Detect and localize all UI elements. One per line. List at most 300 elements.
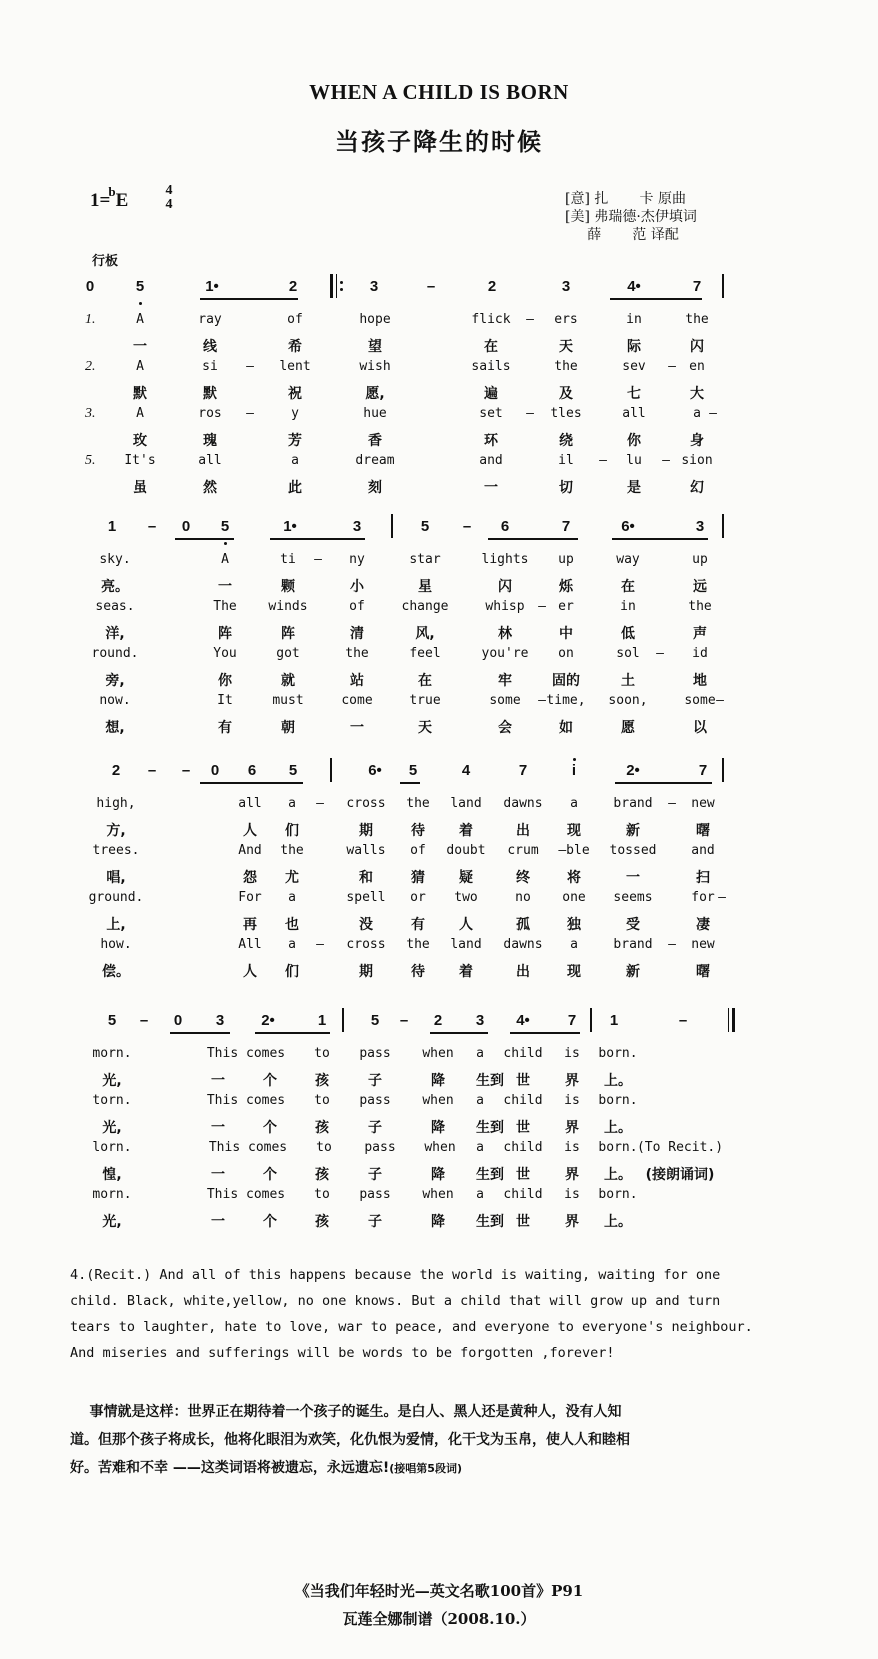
lyric-char: 在 bbox=[418, 673, 432, 689]
lyric-word: new bbox=[691, 937, 715, 952]
lyric-char: 疑 bbox=[459, 870, 473, 886]
lyric-char: 孩 bbox=[315, 1073, 329, 1089]
lyric-char: 偿。 bbox=[102, 964, 130, 980]
lyric-word: and bbox=[479, 453, 503, 468]
lyric-char: 人 bbox=[243, 823, 257, 839]
lyric-char: 远 bbox=[693, 579, 707, 595]
lyric-char: 方, bbox=[106, 823, 126, 839]
lyric-word: the bbox=[554, 359, 578, 374]
lyric-char: 及 bbox=[559, 386, 573, 402]
lyric-zh-row bbox=[0, 336, 878, 358]
verse-number: 1. bbox=[85, 312, 96, 327]
lyric-word: up bbox=[558, 552, 574, 567]
lyric-char: 地 bbox=[693, 673, 707, 689]
lyric-word: – bbox=[716, 693, 724, 708]
lyric-char: 绕 bbox=[559, 433, 573, 449]
notes-row bbox=[0, 762, 878, 784]
lyric-word: – bbox=[668, 359, 676, 374]
lyric-char: 你 bbox=[627, 433, 641, 449]
lyric-char: 在 bbox=[484, 339, 498, 355]
lyric-char: 烁 bbox=[559, 579, 573, 595]
lyric-en-row bbox=[0, 646, 878, 668]
lyric-word: the bbox=[685, 312, 709, 327]
lyric-word: er bbox=[558, 599, 574, 614]
lyric-en-row bbox=[0, 843, 878, 865]
lyric-char: 一 bbox=[218, 579, 232, 595]
note: 6• bbox=[621, 518, 635, 535]
lyric-word: when bbox=[422, 1187, 454, 1202]
lyric-word: on bbox=[558, 646, 574, 661]
lyric-word: lights bbox=[481, 552, 529, 567]
lyric-char: 阵 bbox=[281, 626, 295, 642]
lyric-word: a bbox=[476, 1046, 484, 1061]
lyric-word: to bbox=[314, 1046, 330, 1061]
lyric-char: 一 bbox=[484, 480, 498, 496]
notes-row bbox=[0, 518, 878, 540]
note: – bbox=[147, 762, 157, 779]
lyric-word: got bbox=[276, 646, 300, 661]
recit-zh-line: 事情就是这样：世界正在期待着一个孩子的诞生。是白人、黑人还是黄种人，没有人知 bbox=[70, 1404, 622, 1420]
lyric-char: 界 bbox=[565, 1120, 579, 1136]
lyric-char: 虽 bbox=[133, 480, 147, 496]
lyric-word: y bbox=[291, 406, 299, 421]
lyric-zh-row bbox=[0, 477, 878, 499]
lyric-word: lorn. bbox=[92, 1140, 132, 1155]
lyric-word: land bbox=[450, 937, 482, 952]
lyric-char: 生到 bbox=[476, 1120, 504, 1136]
lyric-word: is bbox=[564, 1046, 580, 1061]
lyric-char: 一 bbox=[626, 870, 640, 886]
credit-translator: 薛 范 译配 bbox=[565, 227, 679, 243]
lyric-char: 没 bbox=[359, 917, 373, 933]
beam-underline bbox=[170, 1032, 230, 1034]
lyric-char: 界 bbox=[565, 1214, 579, 1230]
lyric-word: dawns bbox=[503, 937, 543, 952]
note: 3 bbox=[695, 518, 705, 535]
lyric-char: 希 bbox=[288, 339, 302, 355]
lyric-word: id bbox=[692, 646, 708, 661]
lyric-char: 新 bbox=[626, 823, 640, 839]
lyric-char: 惶, bbox=[102, 1167, 122, 1183]
lyric-char: 小 bbox=[350, 579, 364, 595]
lyric-word: born. bbox=[598, 1046, 638, 1061]
time-top: 4 bbox=[165, 183, 173, 198]
lyric-word: – bbox=[246, 406, 254, 421]
lyric-zh-row bbox=[0, 820, 878, 842]
lyric-zh-row bbox=[0, 670, 878, 692]
lyric-char: 闪 bbox=[690, 339, 704, 355]
lyric-word: – bbox=[526, 406, 534, 421]
lyric-word: wish bbox=[359, 359, 391, 374]
lyric-word: cross bbox=[346, 937, 386, 952]
lyric-word: ers bbox=[554, 312, 578, 327]
lyric-word: a bbox=[693, 406, 701, 421]
barline bbox=[330, 758, 332, 782]
lyric-en-row bbox=[0, 359, 878, 381]
lyric-char: 身 bbox=[690, 433, 704, 449]
lyric-char: 风, bbox=[415, 626, 435, 642]
lyric-word: two bbox=[454, 890, 478, 905]
lyric-char: 你 bbox=[218, 673, 232, 689]
lyric-char: 幻 bbox=[690, 480, 704, 496]
lyric-word: a bbox=[291, 453, 299, 468]
final-barline-thin bbox=[728, 1008, 729, 1032]
lyric-word: and bbox=[691, 843, 715, 858]
lyric-word: is bbox=[564, 1140, 580, 1155]
lyric-char: 切 bbox=[559, 480, 573, 496]
lyric-char: 林 bbox=[498, 626, 512, 642]
recitation-chinese bbox=[70, 1398, 800, 1483]
lyric-word: lent bbox=[279, 359, 311, 374]
time-signature bbox=[163, 184, 175, 212]
beam-underline bbox=[615, 782, 712, 784]
note: 2 bbox=[288, 278, 298, 295]
lyric-word: of bbox=[410, 843, 426, 858]
lyric-word: A bbox=[136, 359, 144, 374]
lyric-word: The bbox=[213, 599, 237, 614]
lyric-word: sky. bbox=[99, 552, 131, 567]
lyric-word: For bbox=[238, 890, 262, 905]
lyric-word: when bbox=[422, 1046, 454, 1061]
lyric-char: 上。 bbox=[604, 1214, 632, 1230]
lyric-word: dream bbox=[355, 453, 395, 468]
lyric-en-row bbox=[0, 1046, 878, 1068]
lyric-word: in bbox=[620, 599, 636, 614]
recit-line: 4.(Recit.) And all of this happens because the world is waiting, waiting for one bbox=[70, 1267, 721, 1283]
lyric-char: 亮。 bbox=[101, 579, 129, 595]
lyric-word: winds bbox=[268, 599, 308, 614]
lyric-char: 受 bbox=[626, 917, 640, 933]
lyric-word: – bbox=[668, 937, 676, 952]
note: i bbox=[571, 762, 577, 779]
lyric-en-row bbox=[0, 1093, 878, 1115]
note: 5 bbox=[288, 762, 298, 779]
lyric-word: brand bbox=[613, 796, 653, 811]
lyric-word: up bbox=[692, 552, 708, 567]
lyric-word: (To Recit.) bbox=[636, 1140, 724, 1155]
octave-dot-below bbox=[139, 302, 142, 305]
lyric-char: 生到 bbox=[476, 1073, 504, 1089]
beam-underline bbox=[430, 1032, 488, 1034]
note: 1 bbox=[609, 1012, 619, 1029]
lyric-char: 子 bbox=[368, 1167, 382, 1183]
lyric-char: 生到 bbox=[476, 1167, 504, 1183]
lyric-word: now. bbox=[99, 693, 131, 708]
lyric-word: of bbox=[349, 599, 365, 614]
lyric-char: 是 bbox=[627, 480, 641, 496]
lyric-word: soon, bbox=[608, 693, 648, 708]
lyric-zh-row bbox=[0, 1117, 878, 1139]
lyric-char: 有 bbox=[411, 917, 425, 933]
lyric-word: hue bbox=[363, 406, 387, 421]
lyric-char: 界 bbox=[565, 1073, 579, 1089]
note: 1• bbox=[205, 278, 219, 295]
barline bbox=[342, 1008, 344, 1032]
lyric-char: 刻 bbox=[368, 480, 382, 496]
repeat-dot bbox=[340, 288, 343, 291]
lyric-word: time, bbox=[546, 693, 586, 708]
lyric-word: – bbox=[718, 890, 726, 905]
lyric-word: tossed bbox=[609, 843, 657, 858]
lyric-zh-row bbox=[0, 383, 878, 405]
beam-underline bbox=[270, 538, 365, 540]
note: 3 bbox=[215, 1012, 225, 1029]
note: 0 bbox=[173, 1012, 183, 1029]
lyric-char: 有 bbox=[218, 720, 232, 736]
credits bbox=[565, 190, 697, 244]
beam-underline bbox=[175, 538, 234, 540]
lyric-word: crum bbox=[507, 843, 539, 858]
lyric-char: 一 bbox=[133, 339, 147, 355]
lyric-word: This comes bbox=[206, 1093, 286, 1108]
lyric-char: 旁, bbox=[105, 673, 125, 689]
note: 0 bbox=[85, 278, 95, 295]
lyric-char: 中 bbox=[559, 626, 573, 642]
lyric-char: 个 bbox=[263, 1167, 277, 1183]
lyric-word: to bbox=[314, 1187, 330, 1202]
note: 3 bbox=[369, 278, 379, 295]
note: 1 bbox=[317, 1012, 327, 1029]
verse-number: 3. bbox=[85, 406, 96, 421]
lyric-word: child bbox=[503, 1046, 543, 1061]
tempo-marking: 行板 bbox=[92, 254, 119, 269]
lyric-word: way bbox=[616, 552, 640, 567]
lyric-char: 洋, bbox=[105, 626, 125, 642]
repeat-dot bbox=[340, 281, 343, 284]
lyric-word: new bbox=[691, 796, 715, 811]
lyric-word: – bbox=[599, 453, 607, 468]
note: 7 bbox=[698, 762, 708, 779]
lyric-word: brand bbox=[613, 937, 653, 952]
lyric-zh-row bbox=[0, 961, 878, 983]
lyric-char: 们 bbox=[285, 823, 299, 839]
lyric-char: 站 bbox=[350, 673, 364, 689]
lyric-char: 低 bbox=[621, 626, 635, 642]
lyric-word: round. bbox=[91, 646, 139, 661]
note: 6 bbox=[500, 518, 510, 535]
lyric-char: 默 bbox=[133, 386, 147, 402]
lyric-char: 们 bbox=[285, 964, 299, 980]
lyric-char: 上。 bbox=[604, 1073, 632, 1089]
lyric-word: sev bbox=[622, 359, 646, 374]
octave-dot-below bbox=[224, 542, 227, 545]
lyric-char: 待 bbox=[411, 964, 425, 980]
note: – bbox=[462, 518, 472, 535]
lyric-word: when bbox=[422, 1093, 454, 1108]
lyric-char: 一 bbox=[211, 1167, 225, 1183]
lyric-word: set bbox=[479, 406, 503, 421]
lyric-char: 会 bbox=[498, 720, 512, 736]
beam-underline bbox=[612, 538, 708, 540]
lyric-char: 香 bbox=[368, 433, 382, 449]
lyric-char: 期 bbox=[359, 964, 373, 980]
lyric-word: a bbox=[476, 1187, 484, 1202]
lyric-en-row bbox=[0, 796, 878, 818]
lyric-word: ti bbox=[280, 552, 296, 567]
lyric-word: all bbox=[198, 453, 222, 468]
title-chinese: 当孩子降生的时候 bbox=[335, 128, 543, 156]
lyric-word: a bbox=[288, 937, 296, 952]
lyric-char: 界 bbox=[565, 1167, 579, 1183]
note: 1 bbox=[107, 518, 117, 535]
lyric-word: star bbox=[409, 552, 441, 567]
beam-underline bbox=[510, 1032, 580, 1034]
beam-underline bbox=[400, 782, 420, 784]
recit-line: tears to laughter, hate to love, war to peace, and everyone to everyone's neighbour. bbox=[70, 1319, 753, 1335]
lyric-word: – bbox=[662, 453, 670, 468]
lyric-char: 出 bbox=[516, 964, 530, 980]
lyric-word: dawns bbox=[503, 796, 543, 811]
lyric-char: 芳 bbox=[288, 433, 302, 449]
lyric-word: – bbox=[316, 796, 324, 811]
lyric-char: 独 bbox=[567, 917, 581, 933]
note: 3 bbox=[561, 278, 571, 295]
lyric-char: 终 bbox=[516, 870, 530, 886]
note: 5 bbox=[370, 1012, 380, 1029]
lyric-char: 再 bbox=[243, 917, 257, 933]
lyric-word: – bbox=[316, 937, 324, 952]
lyric-char: 祝 bbox=[288, 386, 302, 402]
lyric-word: flick bbox=[471, 312, 511, 327]
note: 2 bbox=[433, 1012, 443, 1029]
lyric-char: 世 bbox=[516, 1073, 530, 1089]
notes-row bbox=[0, 1012, 878, 1034]
note: 7 bbox=[567, 1012, 577, 1029]
lyric-char: 扫 bbox=[696, 870, 710, 886]
beam-underline bbox=[200, 782, 303, 784]
lyric-word: when bbox=[424, 1140, 456, 1155]
lyric-char: 天 bbox=[418, 720, 432, 736]
lyric-char: 个 bbox=[263, 1073, 277, 1089]
recit-zh-line: 好。苦难和不幸 ——这类词语将被遗忘，永远遗忘! bbox=[70, 1460, 390, 1476]
note: 5 bbox=[408, 762, 418, 779]
lyric-word: born. bbox=[598, 1140, 638, 1155]
recit-line: child. Black, white,yellow, no one knows. But a child that will grow up and turn bbox=[70, 1293, 721, 1309]
lyric-char: 降 bbox=[431, 1167, 445, 1183]
lyric-word: must bbox=[272, 693, 304, 708]
credit-composer: [意] 扎 卡 原曲 bbox=[565, 191, 686, 207]
lyric-char: 现 bbox=[567, 964, 581, 980]
lyric-word: of bbox=[287, 312, 303, 327]
key-note: E bbox=[115, 190, 129, 211]
lyric-word: child bbox=[503, 1093, 543, 1108]
notes-row bbox=[0, 278, 878, 300]
lyric-word: pass bbox=[359, 1093, 391, 1108]
note: 0 bbox=[181, 518, 191, 535]
recit-zh-note: (接唱第5段词) bbox=[389, 1462, 462, 1475]
lyric-word: child bbox=[503, 1187, 543, 1202]
lyric-en-row bbox=[0, 406, 878, 428]
lyric-word: sion bbox=[681, 453, 713, 468]
lyric-word: born. bbox=[598, 1187, 638, 1202]
lyric-char: 孩 bbox=[315, 1214, 329, 1230]
lyric-word: sol bbox=[616, 646, 640, 661]
lyric-char: 世 bbox=[516, 1167, 530, 1183]
lyric-word: – bbox=[246, 359, 254, 374]
recit-line: And miseries and sufferings will be words to be forgotten ,forever! bbox=[70, 1345, 615, 1361]
lyric-word: a bbox=[476, 1140, 484, 1155]
note: – bbox=[139, 1012, 149, 1029]
note: 6 bbox=[247, 762, 257, 779]
note: 5 bbox=[420, 518, 430, 535]
lyric-char: 声 bbox=[693, 626, 707, 642]
lyric-char: 星 bbox=[418, 579, 432, 595]
lyric-char: 清 bbox=[350, 626, 364, 642]
credit-lyricist: [美] 弗瑞德·杰伊填词 bbox=[565, 209, 697, 225]
note: – bbox=[181, 762, 191, 779]
lyric-zh-row bbox=[0, 1211, 878, 1233]
lyric-char: 也 bbox=[285, 917, 299, 933]
lyric-word: This comes bbox=[208, 1140, 288, 1155]
lyric-en-row bbox=[0, 312, 878, 334]
lyric-char: 上。 bbox=[604, 1120, 632, 1136]
lyric-word: A bbox=[136, 312, 144, 327]
footer-source: 《当我们年轻时光—英文名歌100首》P91 bbox=[294, 1582, 584, 1600]
lyric-char: 七 bbox=[627, 386, 641, 402]
note: 2 bbox=[111, 762, 121, 779]
lyric-zh-row bbox=[0, 914, 878, 936]
lyric-char: 怨 bbox=[243, 870, 257, 886]
lyric-word: It bbox=[217, 693, 233, 708]
lyric-word: You bbox=[213, 646, 237, 661]
barline bbox=[722, 514, 724, 538]
lyric-word: a bbox=[288, 890, 296, 905]
lyric-word: walls bbox=[346, 843, 386, 858]
lyric-char: 孩 bbox=[315, 1120, 329, 1136]
lyric-word: morn. bbox=[92, 1046, 132, 1061]
lyric-en-row bbox=[0, 693, 878, 715]
lyric-char: 唱, bbox=[106, 870, 126, 886]
lyric-en-row bbox=[0, 453, 878, 475]
recit-zh-line: 道。但那个孩子将成长，他将化眼泪为欢笑，化仇恨为爱情，化干戈为玉帛，使人人和睦相 bbox=[70, 1432, 630, 1448]
lyric-word: no bbox=[515, 890, 531, 905]
lyric-char: 子 bbox=[368, 1073, 382, 1089]
lyric-char: 瑰 bbox=[203, 433, 217, 449]
lyric-word: the bbox=[345, 646, 369, 661]
lyric-word: to bbox=[314, 1093, 330, 1108]
repeat-barline bbox=[330, 274, 333, 298]
lyric-char: (接朗诵词) bbox=[645, 1167, 715, 1183]
lyric-word: doubt bbox=[446, 843, 486, 858]
lyric-word: pass bbox=[359, 1187, 391, 1202]
barline bbox=[722, 758, 724, 782]
lyric-char: 待 bbox=[411, 823, 425, 839]
lyric-char: 个 bbox=[263, 1214, 277, 1230]
lyric-word: for bbox=[691, 890, 715, 905]
lyric-zh-row bbox=[0, 1164, 878, 1186]
lyric-word: pass bbox=[364, 1140, 396, 1155]
beam-underline bbox=[488, 538, 578, 540]
verse-number: 5. bbox=[85, 453, 96, 468]
lyric-word: pass bbox=[359, 1046, 391, 1061]
lyric-word: true bbox=[409, 693, 441, 708]
lyric-word: – bbox=[526, 312, 534, 327]
lyric-char: 颗 bbox=[281, 579, 295, 595]
lyric-word: trees. bbox=[92, 843, 140, 858]
lyric-char: 愿, bbox=[365, 386, 385, 402]
lyric-zh-row bbox=[0, 623, 878, 645]
note: 7 bbox=[561, 518, 571, 535]
lyric-char: 一 bbox=[350, 720, 364, 736]
lyric-word: whisp bbox=[485, 599, 525, 614]
lyric-char: 新 bbox=[626, 964, 640, 980]
lyric-word: And bbox=[238, 843, 262, 858]
note: 2• bbox=[261, 1012, 275, 1029]
lyric-word: ny bbox=[349, 552, 365, 567]
lyric-zh-row bbox=[0, 576, 878, 598]
lyric-char: 闪 bbox=[498, 579, 512, 595]
lyric-word: is bbox=[564, 1187, 580, 1202]
